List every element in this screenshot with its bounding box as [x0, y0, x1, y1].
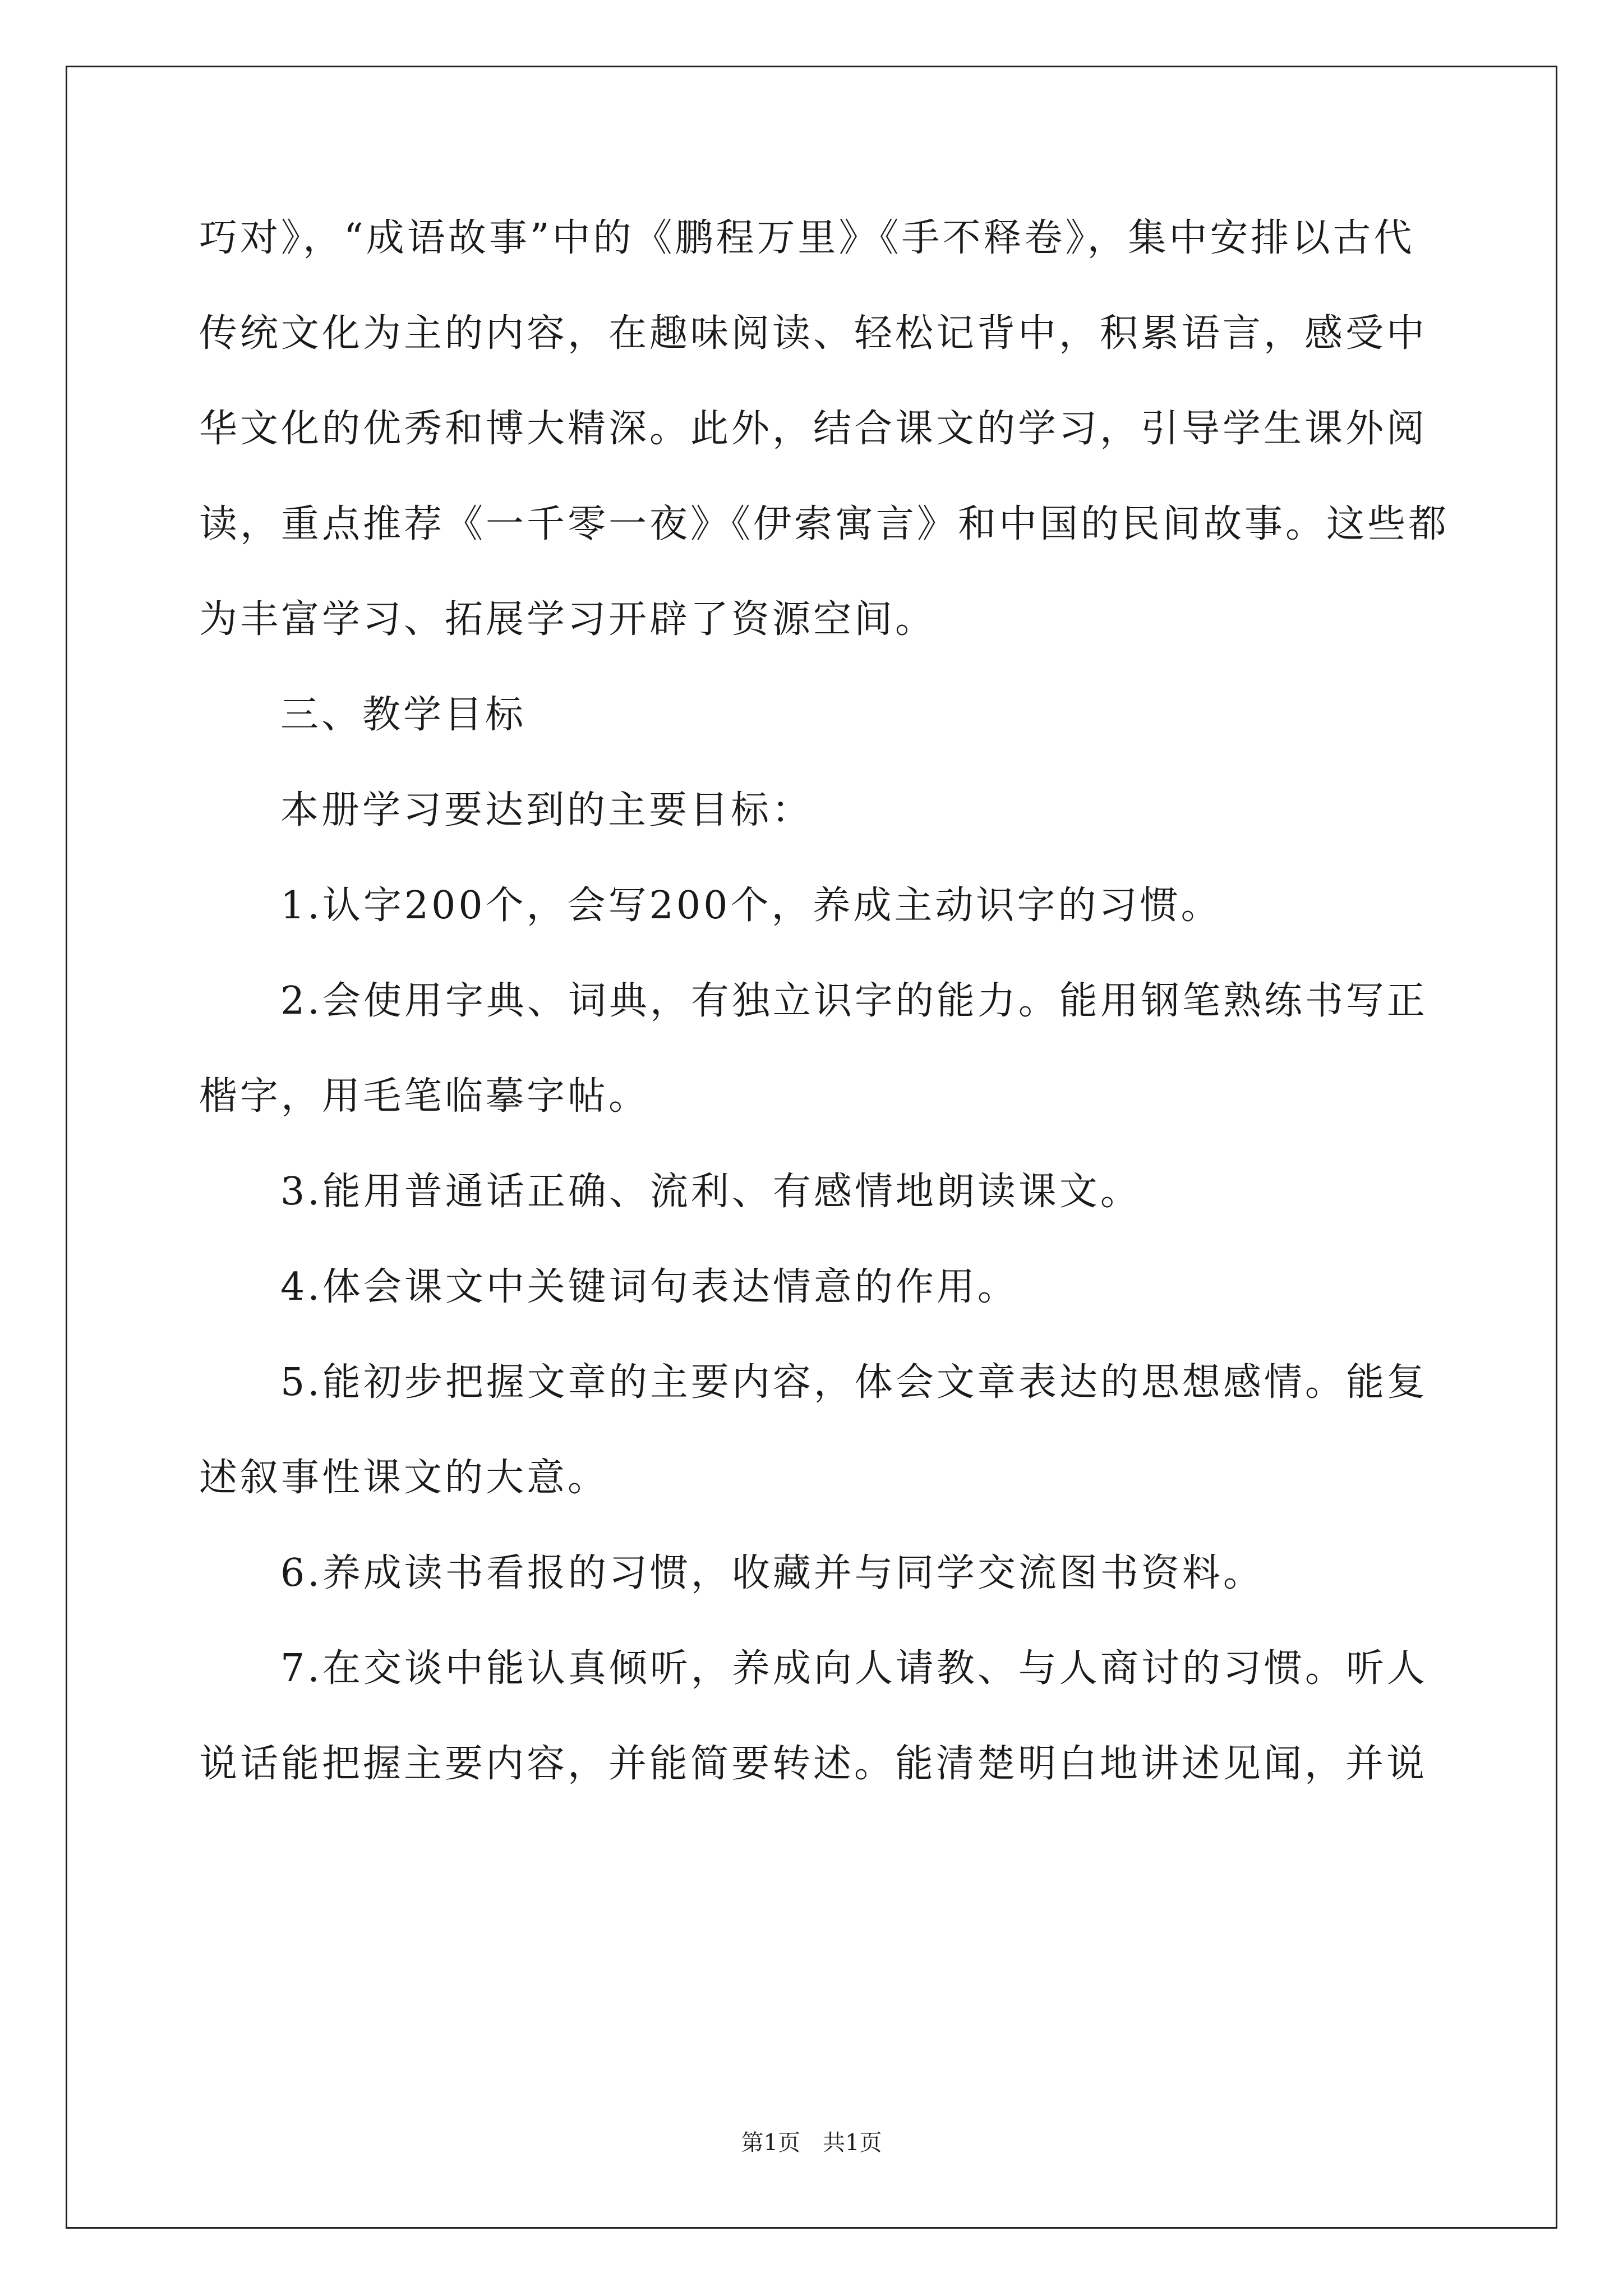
- section-heading: 三、教学目标: [280, 693, 527, 737]
- paragraph-line: 读，重点推荐《一千零一夜》《伊索寓言》和中国的民间故事。这些都: [199, 502, 1450, 546]
- page-border: [66, 66, 1557, 2229]
- list-item-continuation: 述叙事性课文的大意。: [199, 1456, 609, 1500]
- paragraph-line: 华文化的优秀和博大精深。此外，结合课文的学习，引导学生课外阅: [199, 407, 1428, 451]
- paragraph-line: 为丰富学习、拓展学习开辟了资源空间。: [199, 597, 937, 642]
- paragraph-line: 本册学习要达到的主要目标：: [280, 788, 813, 832]
- paragraph-line: 巧对》，“成语故事”中的《鹏程万里》《手不释卷》，集中安排以古代: [199, 216, 1415, 260]
- list-item: 3.能用普通话正确、流利、有感情地朗读课文。: [280, 1170, 1141, 1214]
- list-item: 1.认字200个，会写200个，养成主动识字的习惯。: [280, 884, 1222, 928]
- list-item: 7.在交谈中能认真倾听，养成向人请教、与人商讨的习惯。听人: [280, 1646, 1428, 1691]
- page-number: 第1页: [741, 2130, 800, 2156]
- paragraph-line: 传统文化为主的内容，在趣味阅读、轻松记背中，积累语言，感受中: [199, 311, 1428, 356]
- list-item-continuation: 楷字，用毛笔临摹字帖。: [199, 1074, 650, 1119]
- page-footer: [0, 2129, 1623, 2157]
- list-item: 5.能初步把握文章的主要内容，体会文章表达的思想感情。能复: [280, 1360, 1428, 1405]
- list-item: 6.养成读书看报的习惯，收藏并与同学交流图书资料。: [280, 1551, 1264, 1595]
- list-item: 2.会使用字典、词典，有独立识字的能力。能用钢笔熟练书写正: [280, 979, 1428, 1023]
- page-total: 共1页: [823, 2130, 882, 2156]
- list-item: 4.体会课文中关键词句表达情意的作用。: [280, 1265, 1018, 1309]
- list-item-continuation: 说话能把握主要内容，并能简要转述。能清楚明白地讲述见闻，并说: [199, 1742, 1428, 1786]
